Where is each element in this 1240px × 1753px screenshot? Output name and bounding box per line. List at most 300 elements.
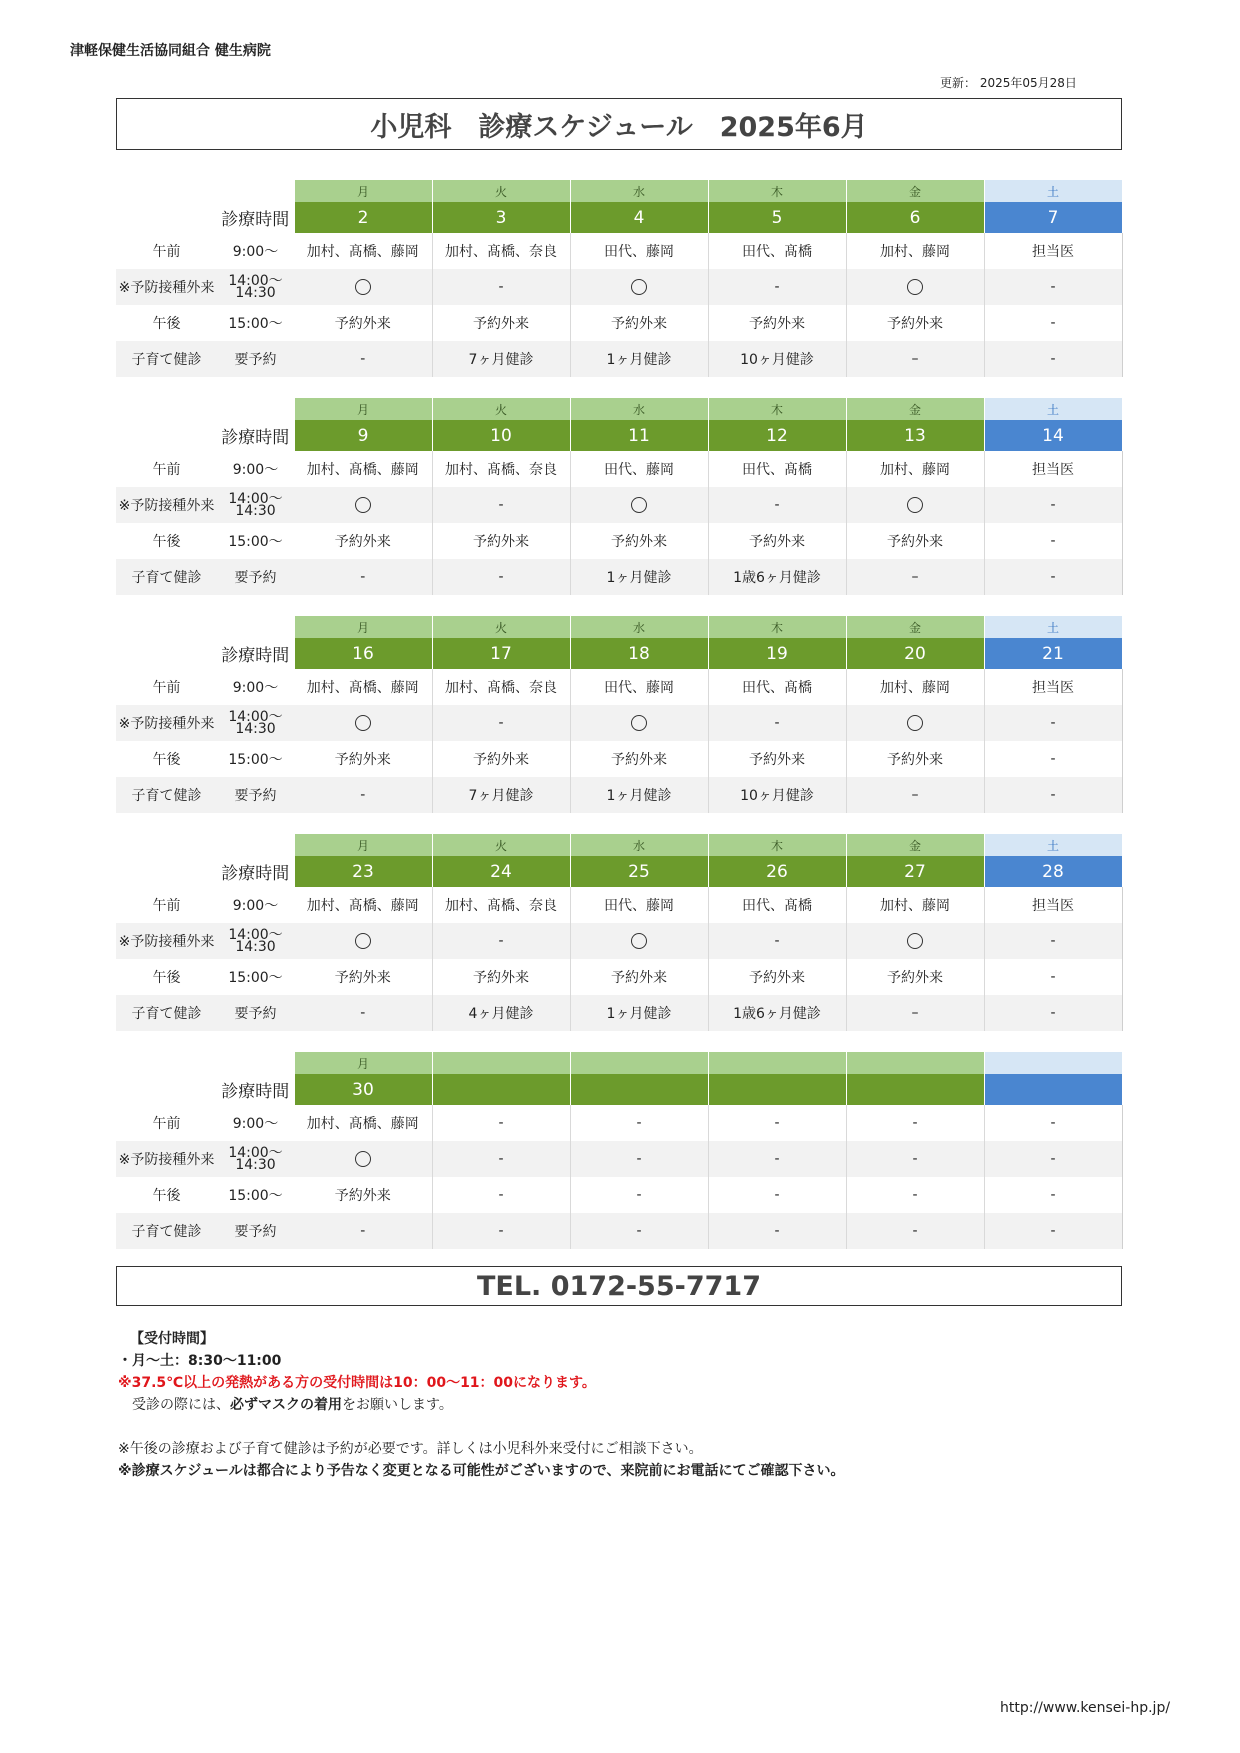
date-cell: 3 <box>432 202 570 233</box>
vaccination-time-start: 14:00〜 <box>228 927 283 943</box>
child-checkup-cell: 1歳6ヶ月健診 <box>708 559 846 595</box>
child-checkup-reservation: 要予約 <box>217 341 294 377</box>
vaccination-cell: - <box>846 1141 984 1177</box>
week-schedule-5 <box>116 1052 1122 1249</box>
date-cell: 9 <box>294 420 432 451</box>
day-of-week-cell: 土 <box>984 398 1122 420</box>
vaccination-cell <box>294 1141 432 1177</box>
child-checkup-cell: – <box>846 777 984 813</box>
morning-doctor-cell: 田代、藤岡 <box>570 233 708 269</box>
day-of-week-cell: 金 <box>846 180 984 202</box>
child-checkup-cell: – <box>846 341 984 377</box>
morning-doctor-cell: 加村、髙橋、藤岡 <box>294 669 432 705</box>
child-checkup-cell: – <box>846 995 984 1031</box>
vaccination-cell: - <box>984 269 1122 305</box>
child-checkup-cell: 1ヶ月健診 <box>570 995 708 1031</box>
morning-time: 9:00〜 <box>232 680 279 696</box>
afternoon-cell: - <box>984 523 1122 559</box>
vaccination-time-start: 14:00〜 <box>228 273 283 289</box>
date-cell: 7 <box>984 202 1122 233</box>
morning-doctor-cell: 加村、髙橋、藤岡 <box>294 1105 432 1141</box>
available-circle-icon <box>907 933 923 949</box>
available-circle-icon <box>631 497 647 513</box>
vaccination-time-start: 14:00〜 <box>228 491 283 507</box>
vaccination-label: ※予防接種外来 <box>116 269 217 305</box>
child-checkup-reservation: 要予約 <box>217 995 294 1031</box>
reception-heading: 【受付時間】 <box>130 1331 214 1347</box>
vaccination-label: ※予防接種外来 <box>116 705 217 741</box>
vaccination-time-end: 14:30 <box>235 939 276 955</box>
date-cell: 16 <box>294 638 432 669</box>
child-checkup-cell: - <box>294 559 432 595</box>
afternoon-cell: 予約外来 <box>432 523 570 559</box>
mask-notice-pre: 受診の際には、 <box>132 1397 230 1413</box>
afternoon-label: 午後 <box>152 752 181 768</box>
date-cell: 17 <box>432 638 570 669</box>
morning-time: 9:00〜 <box>232 1116 279 1132</box>
day-of-week-cell <box>432 1052 570 1074</box>
afternoon-cell: 予約外来 <box>294 305 432 341</box>
blank-cell <box>116 1074 217 1105</box>
morning-doctor-cell: 田代、藤岡 <box>570 451 708 487</box>
day-of-week-cell: 水 <box>570 398 708 420</box>
afternoon-cell: 予約外来 <box>708 959 846 995</box>
schedule-table <box>116 616 1123 813</box>
blank-cell <box>116 616 217 638</box>
afternoon-row <box>116 959 1122 995</box>
telephone-box <box>116 1266 1122 1306</box>
child-checkup-cell: - <box>294 777 432 813</box>
afternoon-cell: 予約外来 <box>846 523 984 559</box>
date-cell: 21 <box>984 638 1122 669</box>
vaccination-cell: - <box>708 269 846 305</box>
vaccination-cell: - <box>432 1141 570 1177</box>
morning-doctor-cell: 田代、髙橋 <box>708 233 846 269</box>
vaccination-cell <box>846 487 984 523</box>
page-title <box>116 98 1122 150</box>
child-checkup-cell: - <box>984 341 1122 377</box>
vaccination-time <box>217 923 294 959</box>
date-cell <box>708 1074 846 1105</box>
vaccination-cell <box>570 923 708 959</box>
morning-label: 午前 <box>152 244 181 260</box>
change-note: ※診療スケジュールは都合により予告なく変更となる可能性がございますので、来院前にお電話にてご確認下さい。 <box>118 1463 845 1479</box>
afternoon-cell: 予約外来 <box>570 305 708 341</box>
date-cell: 13 <box>846 420 984 451</box>
date-cell: 6 <box>846 202 984 233</box>
morning-label: 午前 <box>152 462 181 478</box>
vaccination-cell: - <box>432 923 570 959</box>
available-circle-icon <box>907 279 923 295</box>
date-cell: 14 <box>984 420 1122 451</box>
morning-doctor-cell: 担当医 <box>984 669 1122 705</box>
afternoon-cell: - <box>570 1177 708 1213</box>
morning-doctor-cell: - <box>984 1105 1122 1141</box>
mask-notice <box>118 1394 845 1416</box>
afternoon-cell: 予約外来 <box>846 305 984 341</box>
morning-row <box>116 887 1122 923</box>
morning-doctor-cell: 加村、藤岡 <box>846 233 984 269</box>
date-cell: 4 <box>570 202 708 233</box>
morning-row <box>116 233 1122 269</box>
date-row <box>116 638 1122 669</box>
date-row <box>116 420 1122 451</box>
afternoon-label: 午後 <box>152 534 181 550</box>
website-url[interactable]: http://www.kensei-hp.jp/ <box>1000 1700 1171 1716</box>
morning-doctor-cell: 田代、藤岡 <box>570 669 708 705</box>
child-checkup-cell: 1ヶ月健診 <box>570 777 708 813</box>
day-of-week-cell: 火 <box>432 180 570 202</box>
child-checkup-cell: - <box>708 1213 846 1249</box>
vaccination-label: ※予防接種外来 <box>116 1141 217 1177</box>
date-cell: 23 <box>294 856 432 887</box>
available-circle-icon <box>355 1151 371 1167</box>
child-checkup-cell: - <box>984 559 1122 595</box>
reception-hours: ・月〜土：8:30〜11:00 <box>118 1353 282 1369</box>
day-of-week-cell: 金 <box>846 398 984 420</box>
child-checkup-cell: - <box>984 777 1122 813</box>
day-of-week-cell: 月 <box>294 398 432 420</box>
available-circle-icon <box>355 715 371 731</box>
date-cell: 26 <box>708 856 846 887</box>
child-checkup-cell: 7ヶ月健診 <box>432 777 570 813</box>
day-of-week-cell: 水 <box>570 180 708 202</box>
vaccination-cell <box>570 487 708 523</box>
telephone-number[interactable]: TEL. 0172-55-7717 <box>476 1270 761 1302</box>
date-cell: 2 <box>294 202 432 233</box>
vaccination-cell: - <box>984 1141 1122 1177</box>
afternoon-cell: - <box>984 959 1122 995</box>
day-of-week-cell: 土 <box>984 616 1122 638</box>
morning-doctor-cell: - <box>432 1105 570 1141</box>
afternoon-cell: 予約外来 <box>570 959 708 995</box>
day-of-week-cell: 月 <box>294 1052 432 1074</box>
fever-notice: ※37.5℃以上の発熱がある方の受付時間は10：00〜11：00になります。 <box>118 1375 596 1391</box>
vaccination-cell <box>846 923 984 959</box>
vaccination-row <box>116 923 1122 959</box>
child-checkup-cell: - <box>432 1213 570 1249</box>
blank-cell <box>217 834 294 856</box>
day-of-week-cell: 木 <box>708 398 846 420</box>
child-checkup-label: 子育て健診 <box>116 341 217 377</box>
child-checkup-cell: 1歳6ヶ月健診 <box>708 995 846 1031</box>
updated-date: 更新： 2025年05月28日 <box>940 76 1077 90</box>
schedule-table <box>116 1052 1123 1249</box>
day-of-week-cell <box>846 1052 984 1074</box>
morning-doctor-cell: 加村、髙橋、奈良 <box>432 887 570 923</box>
morning-doctor-cell: 田代、髙橋 <box>708 451 846 487</box>
blank-cell <box>217 616 294 638</box>
day-of-week-row <box>116 180 1122 202</box>
child-checkup-cell: - <box>432 559 570 595</box>
morning-row <box>116 1105 1122 1141</box>
date-cell: 11 <box>570 420 708 451</box>
vaccination-cell: - <box>570 1141 708 1177</box>
day-of-week-cell: 土 <box>984 180 1122 202</box>
child-checkup-cell: - <box>984 1213 1122 1249</box>
morning-doctor-cell: 担当医 <box>984 233 1122 269</box>
blank-cell <box>116 202 217 233</box>
morning-doctor-cell: 加村、髙橋、藤岡 <box>294 887 432 923</box>
date-cell: 5 <box>708 202 846 233</box>
date-cell: 25 <box>570 856 708 887</box>
afternoon-time: 15:00〜 <box>228 752 283 768</box>
afternoon-cell: - <box>846 1177 984 1213</box>
organization-name: 津軽保健生活協同組合 健生病院 <box>70 43 271 59</box>
afternoon-cell: 予約外来 <box>294 523 432 559</box>
date-row <box>116 856 1122 887</box>
child-checkup-cell: 10ヶ月健診 <box>708 777 846 813</box>
child-checkup-cell: 7ヶ月健診 <box>432 341 570 377</box>
day-of-week-cell: 月 <box>294 616 432 638</box>
date-cell: 20 <box>846 638 984 669</box>
vaccination-cell <box>294 705 432 741</box>
date-cell <box>432 1074 570 1105</box>
blank-cell <box>116 398 217 420</box>
schedule-table <box>116 398 1123 595</box>
vaccination-cell: - <box>984 487 1122 523</box>
day-of-week-cell: 水 <box>570 616 708 638</box>
day-of-week-cell: 金 <box>846 616 984 638</box>
child-checkup-label: 子育て健診 <box>116 777 217 813</box>
week-schedule-4 <box>116 834 1122 1031</box>
afternoon-cell: 予約外来 <box>570 523 708 559</box>
afternoon-cell: 予約外来 <box>432 959 570 995</box>
vaccination-cell <box>570 269 708 305</box>
day-of-week-cell: 水 <box>570 834 708 856</box>
day-of-week-cell: 月 <box>294 834 432 856</box>
afternoon-label: 午後 <box>152 1188 181 1204</box>
hours-label: 診療時間 <box>217 1074 294 1105</box>
blank-cell <box>116 1052 217 1074</box>
child-checkup-cell: 10ヶ月健診 <box>708 341 846 377</box>
afternoon-cell: - <box>984 741 1122 777</box>
child-checkup-cell: 4ヶ月健診 <box>432 995 570 1031</box>
afternoon-cell: 予約外来 <box>846 959 984 995</box>
child-checkup-label: 子育て健診 <box>116 995 217 1031</box>
vaccination-time-start: 14:00〜 <box>228 709 283 725</box>
afternoon-cell: 予約外来 <box>708 523 846 559</box>
blank-cell <box>217 180 294 202</box>
vaccination-cell <box>294 269 432 305</box>
vaccination-time-end: 14:30 <box>235 285 276 301</box>
morning-doctor-cell: 加村、髙橋、奈良 <box>432 669 570 705</box>
child-checkup-row <box>116 777 1122 813</box>
day-of-week-cell: 木 <box>708 180 846 202</box>
vaccination-row <box>116 269 1122 305</box>
date-cell <box>984 1074 1122 1105</box>
vaccination-cell: - <box>432 705 570 741</box>
day-of-week-cell: 月 <box>294 180 432 202</box>
child-checkup-row <box>116 559 1122 595</box>
morning-doctor-cell: 田代、髙橋 <box>708 887 846 923</box>
morning-doctor-cell: 加村、髙橋、藤岡 <box>294 451 432 487</box>
reservation-note: ※午後の診療および子育て健診は予約が必要です。詳しくは小児科外来受付にご相談下さい。 <box>118 1441 703 1457</box>
date-cell: 30 <box>294 1074 432 1105</box>
blank-cell <box>217 398 294 420</box>
date-cell <box>846 1074 984 1105</box>
date-cell: 19 <box>708 638 846 669</box>
child-checkup-cell: - <box>294 341 432 377</box>
afternoon-cell: 予約外来 <box>432 741 570 777</box>
available-circle-icon <box>631 715 647 731</box>
vaccination-time <box>217 1141 294 1177</box>
available-circle-icon <box>355 279 371 295</box>
afternoon-row <box>116 523 1122 559</box>
child-checkup-cell: – <box>846 559 984 595</box>
vaccination-cell <box>846 705 984 741</box>
blank-cell <box>116 834 217 856</box>
notes-section <box>118 1328 845 1482</box>
morning-label: 午前 <box>152 680 181 696</box>
morning-doctor-cell: 加村、髙橋、藤岡 <box>294 233 432 269</box>
afternoon-time: 15:00〜 <box>228 534 283 550</box>
afternoon-cell: - <box>984 1177 1122 1213</box>
afternoon-label: 午後 <box>152 316 181 332</box>
available-circle-icon <box>355 497 371 513</box>
afternoon-cell: 予約外来 <box>432 305 570 341</box>
child-checkup-cell: - <box>570 1213 708 1249</box>
morning-label: 午前 <box>152 898 181 914</box>
child-checkup-reservation: 要予約 <box>217 777 294 813</box>
morning-doctor-cell: - <box>708 1105 846 1141</box>
morning-doctor-cell: 田代、藤岡 <box>570 887 708 923</box>
available-circle-icon <box>907 497 923 513</box>
date-cell: 10 <box>432 420 570 451</box>
vaccination-cell: - <box>708 1141 846 1177</box>
vaccination-time-end: 14:30 <box>235 503 276 519</box>
hours-label: 診療時間 <box>217 856 294 887</box>
afternoon-cell: 予約外来 <box>570 741 708 777</box>
morning-doctor-cell: 担当医 <box>984 451 1122 487</box>
morning-doctor-cell: 田代、髙橋 <box>708 669 846 705</box>
afternoon-cell: 予約外来 <box>294 959 432 995</box>
morning-doctor-cell: 加村、髙橋、奈良 <box>432 233 570 269</box>
mask-notice-bold: 必ずマスクの着用 <box>230 1397 342 1413</box>
day-of-week-row <box>116 1052 1122 1074</box>
day-of-week-cell <box>708 1052 846 1074</box>
morning-doctor-cell: 加村、髙橋、奈良 <box>432 451 570 487</box>
date-row <box>116 1074 1122 1105</box>
day-of-week-cell: 火 <box>432 398 570 420</box>
afternoon-cell: - <box>984 305 1122 341</box>
child-checkup-reservation: 要予約 <box>217 1213 294 1249</box>
vaccination-time <box>217 705 294 741</box>
morning-time: 9:00〜 <box>232 898 279 914</box>
vaccination-cell: - <box>708 923 846 959</box>
afternoon-cell: 予約外来 <box>294 741 432 777</box>
hours-label: 診療時間 <box>217 202 294 233</box>
vaccination-time <box>217 487 294 523</box>
vaccination-cell: - <box>708 705 846 741</box>
day-of-week-cell: 木 <box>708 834 846 856</box>
vaccination-cell: - <box>432 487 570 523</box>
morning-doctor-cell: 加村、藤岡 <box>846 887 984 923</box>
available-circle-icon <box>907 715 923 731</box>
child-checkup-cell: - <box>984 995 1122 1031</box>
vaccination-label: ※予防接種外来 <box>116 923 217 959</box>
morning-row <box>116 669 1122 705</box>
afternoon-time: 15:00〜 <box>228 316 283 332</box>
morning-doctor-cell: 担当医 <box>984 887 1122 923</box>
hours-label: 診療時間 <box>217 638 294 669</box>
vaccination-cell <box>294 487 432 523</box>
vaccination-cell <box>294 923 432 959</box>
date-cell: 12 <box>708 420 846 451</box>
child-checkup-row <box>116 1213 1122 1249</box>
afternoon-cell: 予約外来 <box>708 305 846 341</box>
blank-cell <box>217 1052 294 1074</box>
afternoon-cell: 予約外来 <box>846 741 984 777</box>
mask-notice-post: をお願いします。 <box>342 1397 453 1413</box>
vaccination-row <box>116 705 1122 741</box>
date-cell: 18 <box>570 638 708 669</box>
afternoon-label: 午後 <box>152 970 181 986</box>
day-of-week-row <box>116 398 1122 420</box>
vaccination-label: ※予防接種外来 <box>116 487 217 523</box>
afternoon-time: 15:00〜 <box>228 1188 283 1204</box>
child-checkup-cell: - <box>294 995 432 1031</box>
date-cell <box>570 1074 708 1105</box>
day-of-week-cell: 火 <box>432 834 570 856</box>
vaccination-time <box>217 269 294 305</box>
morning-doctor-cell: - <box>846 1105 984 1141</box>
afternoon-cell: - <box>432 1177 570 1213</box>
afternoon-time: 15:00〜 <box>228 970 283 986</box>
vaccination-cell: - <box>708 487 846 523</box>
available-circle-icon <box>631 279 647 295</box>
hours-label: 診療時間 <box>217 420 294 451</box>
afternoon-row <box>116 305 1122 341</box>
vaccination-cell <box>846 269 984 305</box>
afternoon-cell: - <box>708 1177 846 1213</box>
page-title-text: 小児科 診療スケジュール 2025年6月 <box>370 111 868 143</box>
day-of-week-cell <box>984 1052 1122 1074</box>
vaccination-cell: - <box>984 705 1122 741</box>
day-of-week-cell: 土 <box>984 834 1122 856</box>
vaccination-row <box>116 487 1122 523</box>
day-of-week-cell <box>570 1052 708 1074</box>
child-checkup-cell: - <box>846 1213 984 1249</box>
vaccination-cell: - <box>984 923 1122 959</box>
week-schedule-1 <box>116 180 1122 377</box>
available-circle-icon <box>631 933 647 949</box>
morning-time: 9:00〜 <box>232 462 279 478</box>
vaccination-row <box>116 1141 1122 1177</box>
morning-doctor-cell: 加村、藤岡 <box>846 451 984 487</box>
child-checkup-row <box>116 341 1122 377</box>
vaccination-time-end: 14:30 <box>235 721 276 737</box>
child-checkup-cell: 1ヶ月健診 <box>570 341 708 377</box>
schedule-table <box>116 180 1123 377</box>
child-checkup-reservation: 要予約 <box>217 559 294 595</box>
child-checkup-row <box>116 995 1122 1031</box>
date-cell: 24 <box>432 856 570 887</box>
blank-cell <box>116 638 217 669</box>
day-of-week-cell: 火 <box>432 616 570 638</box>
day-of-week-cell: 金 <box>846 834 984 856</box>
morning-time: 9:00〜 <box>232 244 279 260</box>
afternoon-cell: 予約外来 <box>294 1177 432 1213</box>
child-checkup-label: 子育て健診 <box>116 1213 217 1249</box>
week-schedule-2 <box>116 398 1122 595</box>
child-checkup-cell: 1ヶ月健診 <box>570 559 708 595</box>
morning-doctor-cell: - <box>570 1105 708 1141</box>
child-checkup-label: 子育て健診 <box>116 559 217 595</box>
day-of-week-row <box>116 834 1122 856</box>
blank-cell <box>116 420 217 451</box>
vaccination-cell: - <box>432 269 570 305</box>
